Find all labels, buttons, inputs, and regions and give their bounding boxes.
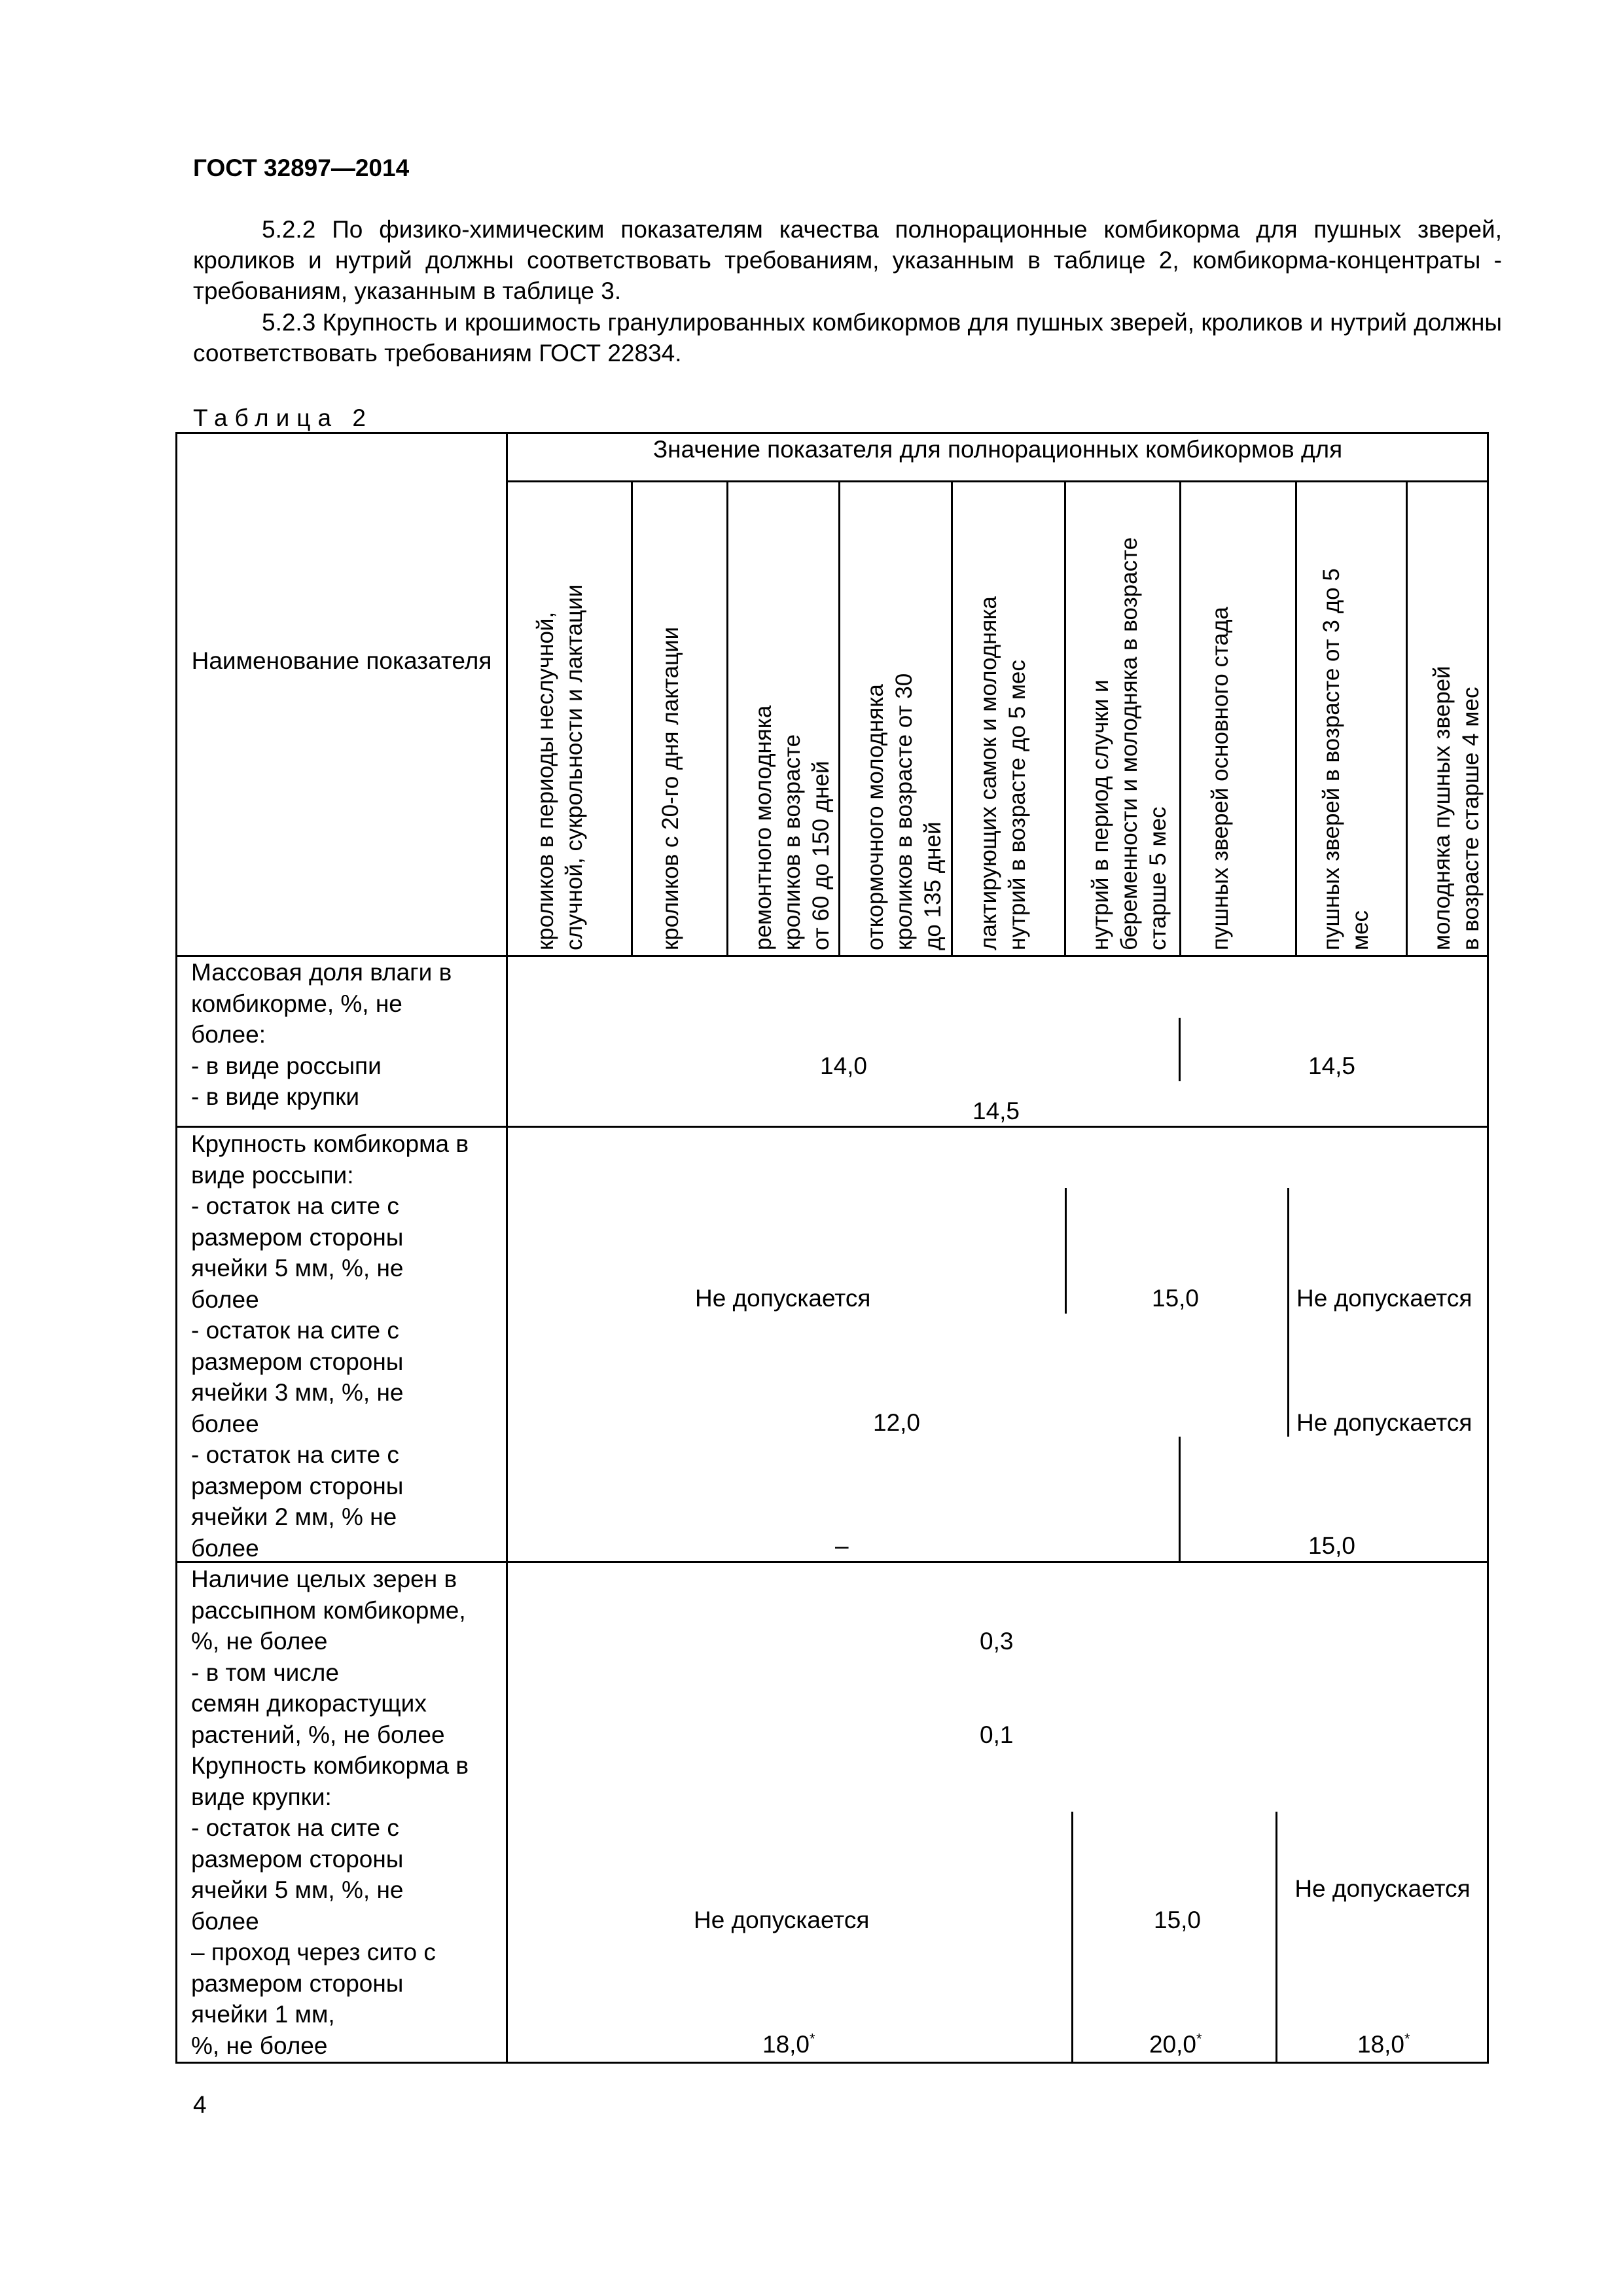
value: 18,0 xyxy=(762,2031,810,2058)
footnote-mark: * xyxy=(1404,2030,1410,2047)
label-line: рассыпном комбикорме, xyxy=(191,1596,466,1624)
label-line: более xyxy=(191,1410,259,1437)
label-line: размером стороны xyxy=(191,1472,404,1499)
value: 18,0 xyxy=(1357,2031,1405,2058)
header-line: нутрий в период случки и xyxy=(1088,679,1113,950)
label-line: размером стороны xyxy=(191,1348,404,1375)
label-line: размером стороны xyxy=(191,1223,404,1251)
header-line: кроликов в возрасте от 30 xyxy=(891,673,917,950)
label-line: размером стороны xyxy=(191,1969,404,1997)
label-line: ячейки 3 мм, %, не xyxy=(191,1379,404,1406)
cell-loose5-c: Не допускается xyxy=(1296,1285,1472,1312)
header-line: мес xyxy=(1347,910,1373,950)
value-divider xyxy=(1275,1812,1277,2064)
cell-moisture-loose-b: 14,5 xyxy=(1308,1052,1356,1079)
cell-crumb5-c: Не допускается xyxy=(1294,1875,1471,1902)
table-border-bottom xyxy=(175,2062,1489,2064)
cell-moisture-crumb: 14,5 xyxy=(972,1098,1020,1124)
label-line: Крупность комбикорма в xyxy=(191,1752,469,1779)
header-group: Значение показателя для полнорационных комбикормов для xyxy=(652,436,1343,463)
header-line: от 60 до 150 дней xyxy=(808,761,834,950)
header-line: беременности и молодняка в возрасте xyxy=(1116,537,1142,950)
cell-loose2-b: 15,0 xyxy=(1308,1532,1356,1559)
cell-crumb5-a: Не допускается xyxy=(694,1907,870,1933)
cell-loose2-a: – xyxy=(835,1532,849,1559)
page-number: 4 xyxy=(193,2091,207,2118)
value: 20,0 xyxy=(1149,2031,1197,2058)
cell-crumb1-a xyxy=(762,2029,815,2060)
label-line: - в виде крупки xyxy=(191,1083,360,1110)
table-border-right xyxy=(1487,432,1489,2064)
header-col-divider xyxy=(1295,480,1297,955)
cell-moisture-loose-a: 14,0 xyxy=(820,1052,868,1079)
label-line: семян дикорастущих xyxy=(191,1690,427,1717)
header-line: пушных зверей основного стада xyxy=(1207,607,1233,950)
paragraph-text: 5.2.3 Крупность и крошимость гранулированных комбикормов для пушных зверей, кроликов и нутрий должны соответствовать требованиям ГОСТ 22834. xyxy=(193,309,1502,367)
label-line: более xyxy=(191,1285,259,1313)
header-col-divider xyxy=(726,480,728,955)
value-divider xyxy=(1065,1188,1067,1314)
paragraph-text: 5.2.2 По физико-химическим показателям качества полнорационные комбикорма для пушных зверей, кроликов и нутрий должны соответствовать требованиям, указанным в таблице 2, комбикорма-концентраты - требованиям, указанным в таблице 3. xyxy=(193,216,1502,304)
header-line: молодняка пушных зверей xyxy=(1429,666,1455,950)
cell-crumb5-b: 15,0 xyxy=(1154,1907,1202,1933)
label-line: - остаток на сите с xyxy=(191,1317,399,1344)
header-col-8 xyxy=(1317,568,1375,950)
label-line: ячейки 2 мм, % не xyxy=(191,1503,397,1530)
document-header: ГОСТ 32897—2014 xyxy=(193,154,410,181)
label-line: ячейки 5 мм, %, не xyxy=(191,1876,404,1903)
cell-loose3-a: 12,0 xyxy=(873,1409,921,1436)
header-col-3 xyxy=(749,706,836,950)
label-line: - в том числе xyxy=(191,1659,339,1686)
header-col-9 xyxy=(1428,666,1486,950)
row-loose-size-label xyxy=(191,1128,469,1564)
label-line: - остаток на сите с xyxy=(191,1814,399,1841)
header-line: до 135 дней xyxy=(920,821,946,950)
table-caption: Таблица 2 xyxy=(193,404,373,431)
label-line: ячейки 1 мм, xyxy=(191,2001,335,2028)
label-line: Крупность комбикорма в xyxy=(191,1130,469,1157)
header-line: нутрий в возрасте до 5 мес xyxy=(1005,660,1030,950)
cell-crumb1-c xyxy=(1357,2029,1410,2060)
footnote-mark: * xyxy=(810,2030,815,2047)
label-line: виде крупки: xyxy=(191,1783,332,1810)
label-line: комбикорме, %, не xyxy=(191,990,402,1017)
header-col-divider xyxy=(1406,480,1408,955)
label-line: %, не более xyxy=(191,2032,328,2059)
row-crumb-size-label xyxy=(191,1750,469,2061)
paragraph-5-2-3 xyxy=(193,307,1502,368)
header-col-5 xyxy=(974,596,1032,950)
label-line: - в виде россыпи xyxy=(191,1052,382,1079)
label-line: растений, %, не более xyxy=(191,1721,445,1748)
header-group-line xyxy=(506,480,1488,482)
header-col-2 xyxy=(656,627,685,950)
label-line: более xyxy=(191,1907,259,1935)
row-whole-grains-label xyxy=(191,1564,466,1750)
header-line: случной, сукрольности и лактации xyxy=(562,584,587,950)
header-col-divider xyxy=(951,480,953,955)
label-line: более: xyxy=(191,1021,266,1048)
header-line: лактирующих самок и молодняка xyxy=(976,596,1001,950)
label-line: виде россыпи: xyxy=(191,1161,354,1189)
header-col-divider xyxy=(1064,480,1066,955)
label-line: Наличие целых зерен в xyxy=(191,1566,457,1592)
header-line: ремонтного молодняка xyxy=(751,705,776,950)
cell-loose5-b: 15,0 xyxy=(1152,1285,1200,1312)
header-line: кроликов в возрасте xyxy=(779,734,805,950)
label-line: - остаток на сите с xyxy=(191,1441,399,1468)
header-line: кроликов с 20-го дня лактации xyxy=(658,626,683,950)
cell-whole-grains: 0,3 xyxy=(980,1628,1014,1655)
label-line: Массовая доля влаги в xyxy=(191,959,452,986)
header-col-divider xyxy=(631,480,633,955)
header-col0: Наименование показателя xyxy=(191,647,492,674)
paragraph-5-2-2 xyxy=(193,214,1502,306)
footnote-mark: * xyxy=(1196,2030,1202,2047)
col-divider-main xyxy=(506,432,508,2064)
cell-wild-seeds: 0,1 xyxy=(980,1721,1014,1748)
header-line: откормочного молодняка xyxy=(863,684,888,950)
table-border-left xyxy=(175,432,177,2064)
cell-loose3-b: Не допускается xyxy=(1296,1409,1472,1436)
label-line: ячейки 5 мм, %, не xyxy=(191,1255,404,1282)
label-line: - остаток на сите с xyxy=(191,1193,399,1219)
label-line: более xyxy=(191,1534,259,1562)
cell-loose5-a: Не допускается xyxy=(695,1285,871,1312)
header-line: кроликов в периоды неслучной, xyxy=(533,611,558,950)
value-divider xyxy=(1179,1437,1181,1561)
header-col-divider xyxy=(1179,480,1181,955)
cell-crumb1-b xyxy=(1149,2029,1202,2060)
value-divider xyxy=(1287,1188,1289,1437)
header-line: в возрасте старше 4 мес xyxy=(1458,687,1484,950)
value-divider xyxy=(1071,1812,1073,2064)
row-separator xyxy=(175,1126,1489,1128)
label-line: %, не более xyxy=(191,1628,328,1655)
header-line: старше 5 мес xyxy=(1145,806,1171,950)
value-divider xyxy=(1179,1018,1181,1081)
label-line: – проход через сито с xyxy=(191,1939,436,1965)
header-line: пушных зверей в возрасте от 3 до 5 xyxy=(1319,568,1344,950)
header-col-1 xyxy=(531,584,589,950)
header-col-6 xyxy=(1086,537,1173,950)
row-moisture-label xyxy=(191,957,452,1113)
header-col-divider xyxy=(838,480,840,955)
header-col-4 xyxy=(861,673,948,950)
header-col-7 xyxy=(1206,607,1235,950)
label-line: размером стороны xyxy=(191,1845,404,1873)
